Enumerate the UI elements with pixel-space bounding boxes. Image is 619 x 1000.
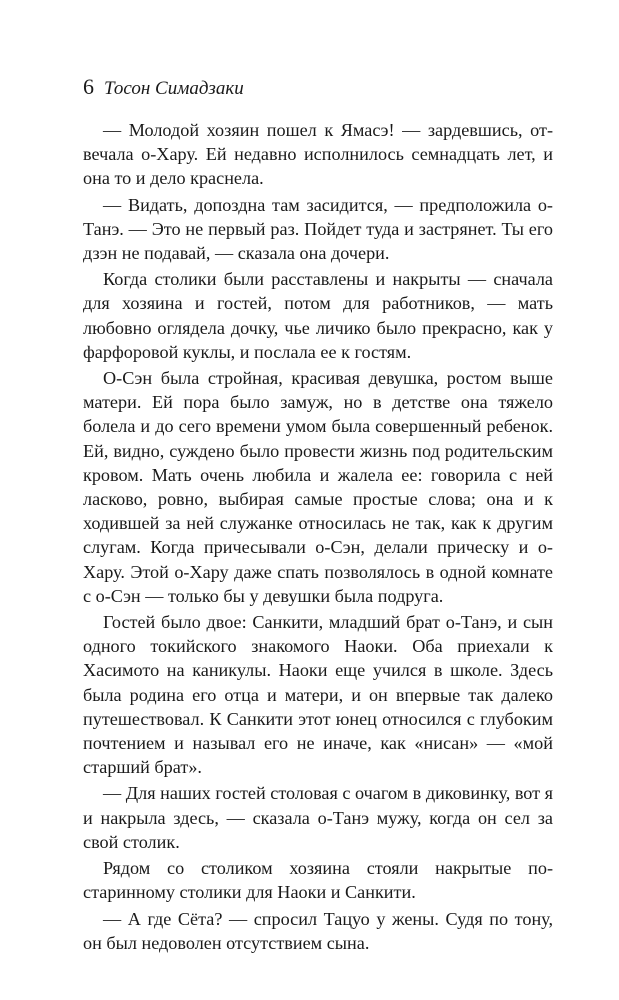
paragraph: Когда столики были расставлены и накрыты — сначала для хозяина и гостей, потом для работников, — мать любовно оглядела дочку, чье личико было прекрасно, как у фарфоровой куклы, и послала ее к гостям. [83, 269, 553, 362]
paragraph: — Молодой хозяин пошел к Ямасэ! — зардевшись, отвечала о-Хару. Ей недавно исполнилось семнадцать лет, и она то и дело краснела. [83, 120, 553, 189]
paragraph: О-Сэн была стройная, красивая девушка, ростом выше матери. Ей пора было замуж, но в детстве она тяжело болела и до сего времени умом была совершенный ребенок. Ей, видно, суждено было провести жизнь под родительским кровом. Мать очень любила и жалела ее: говорила с ней ласково, ровно, выбирая самые простые слова; она и к ходившей за ней служанке относилась не так, как к другим слугам. Когда причесывали о-Сэн, делали прическу и о-Хару. Этой о-Хару даже спать позволялось в одной комнате с о-Сэн — только бы у девушки была подруга. [83, 368, 553, 606]
paragraph: Гостей было двое: Санкити, младший брат о-Танэ, и сын одного токийского знакомого Наоки. Оба приехали к Хасимото на каникулы. Наоки еще учился в школе. Здесь была родина его отца и матери, и он впервые так далеко путешествовал. К Санкити этот юнец относился с глубоким почтением и называл его не иначе, как «нисан» — «мой старший брат». [83, 612, 553, 778]
paragraph: — Для наших гостей столовая с очагом в диковинку, вот я и накрыла здесь, — сказала о-Танэ мужу, когда он сел за свой столик. [83, 783, 553, 852]
body-text [83, 118, 553, 955]
page-number: 6 [83, 74, 94, 99]
paragraph: — А где Сёта? — спросил Тацуо у жены. Судя по тону, он был недоволен отсутствием сына. [83, 908, 553, 953]
page-header [83, 74, 553, 100]
paragraph: — Видать, допоздна там засидится, — предположила о-Танэ. — Это не первый раз. Пойдет туда и застрянет. Ты его дзэн не подавай, — сказала она дочери. [83, 194, 553, 264]
book-page [83, 74, 553, 957]
running-title: Тосон Симадзаки [104, 78, 244, 99]
paragraph: Рядом со столиком хозяина стояли накрытые постаринному столики для Наоки и Санкити. [83, 858, 553, 903]
